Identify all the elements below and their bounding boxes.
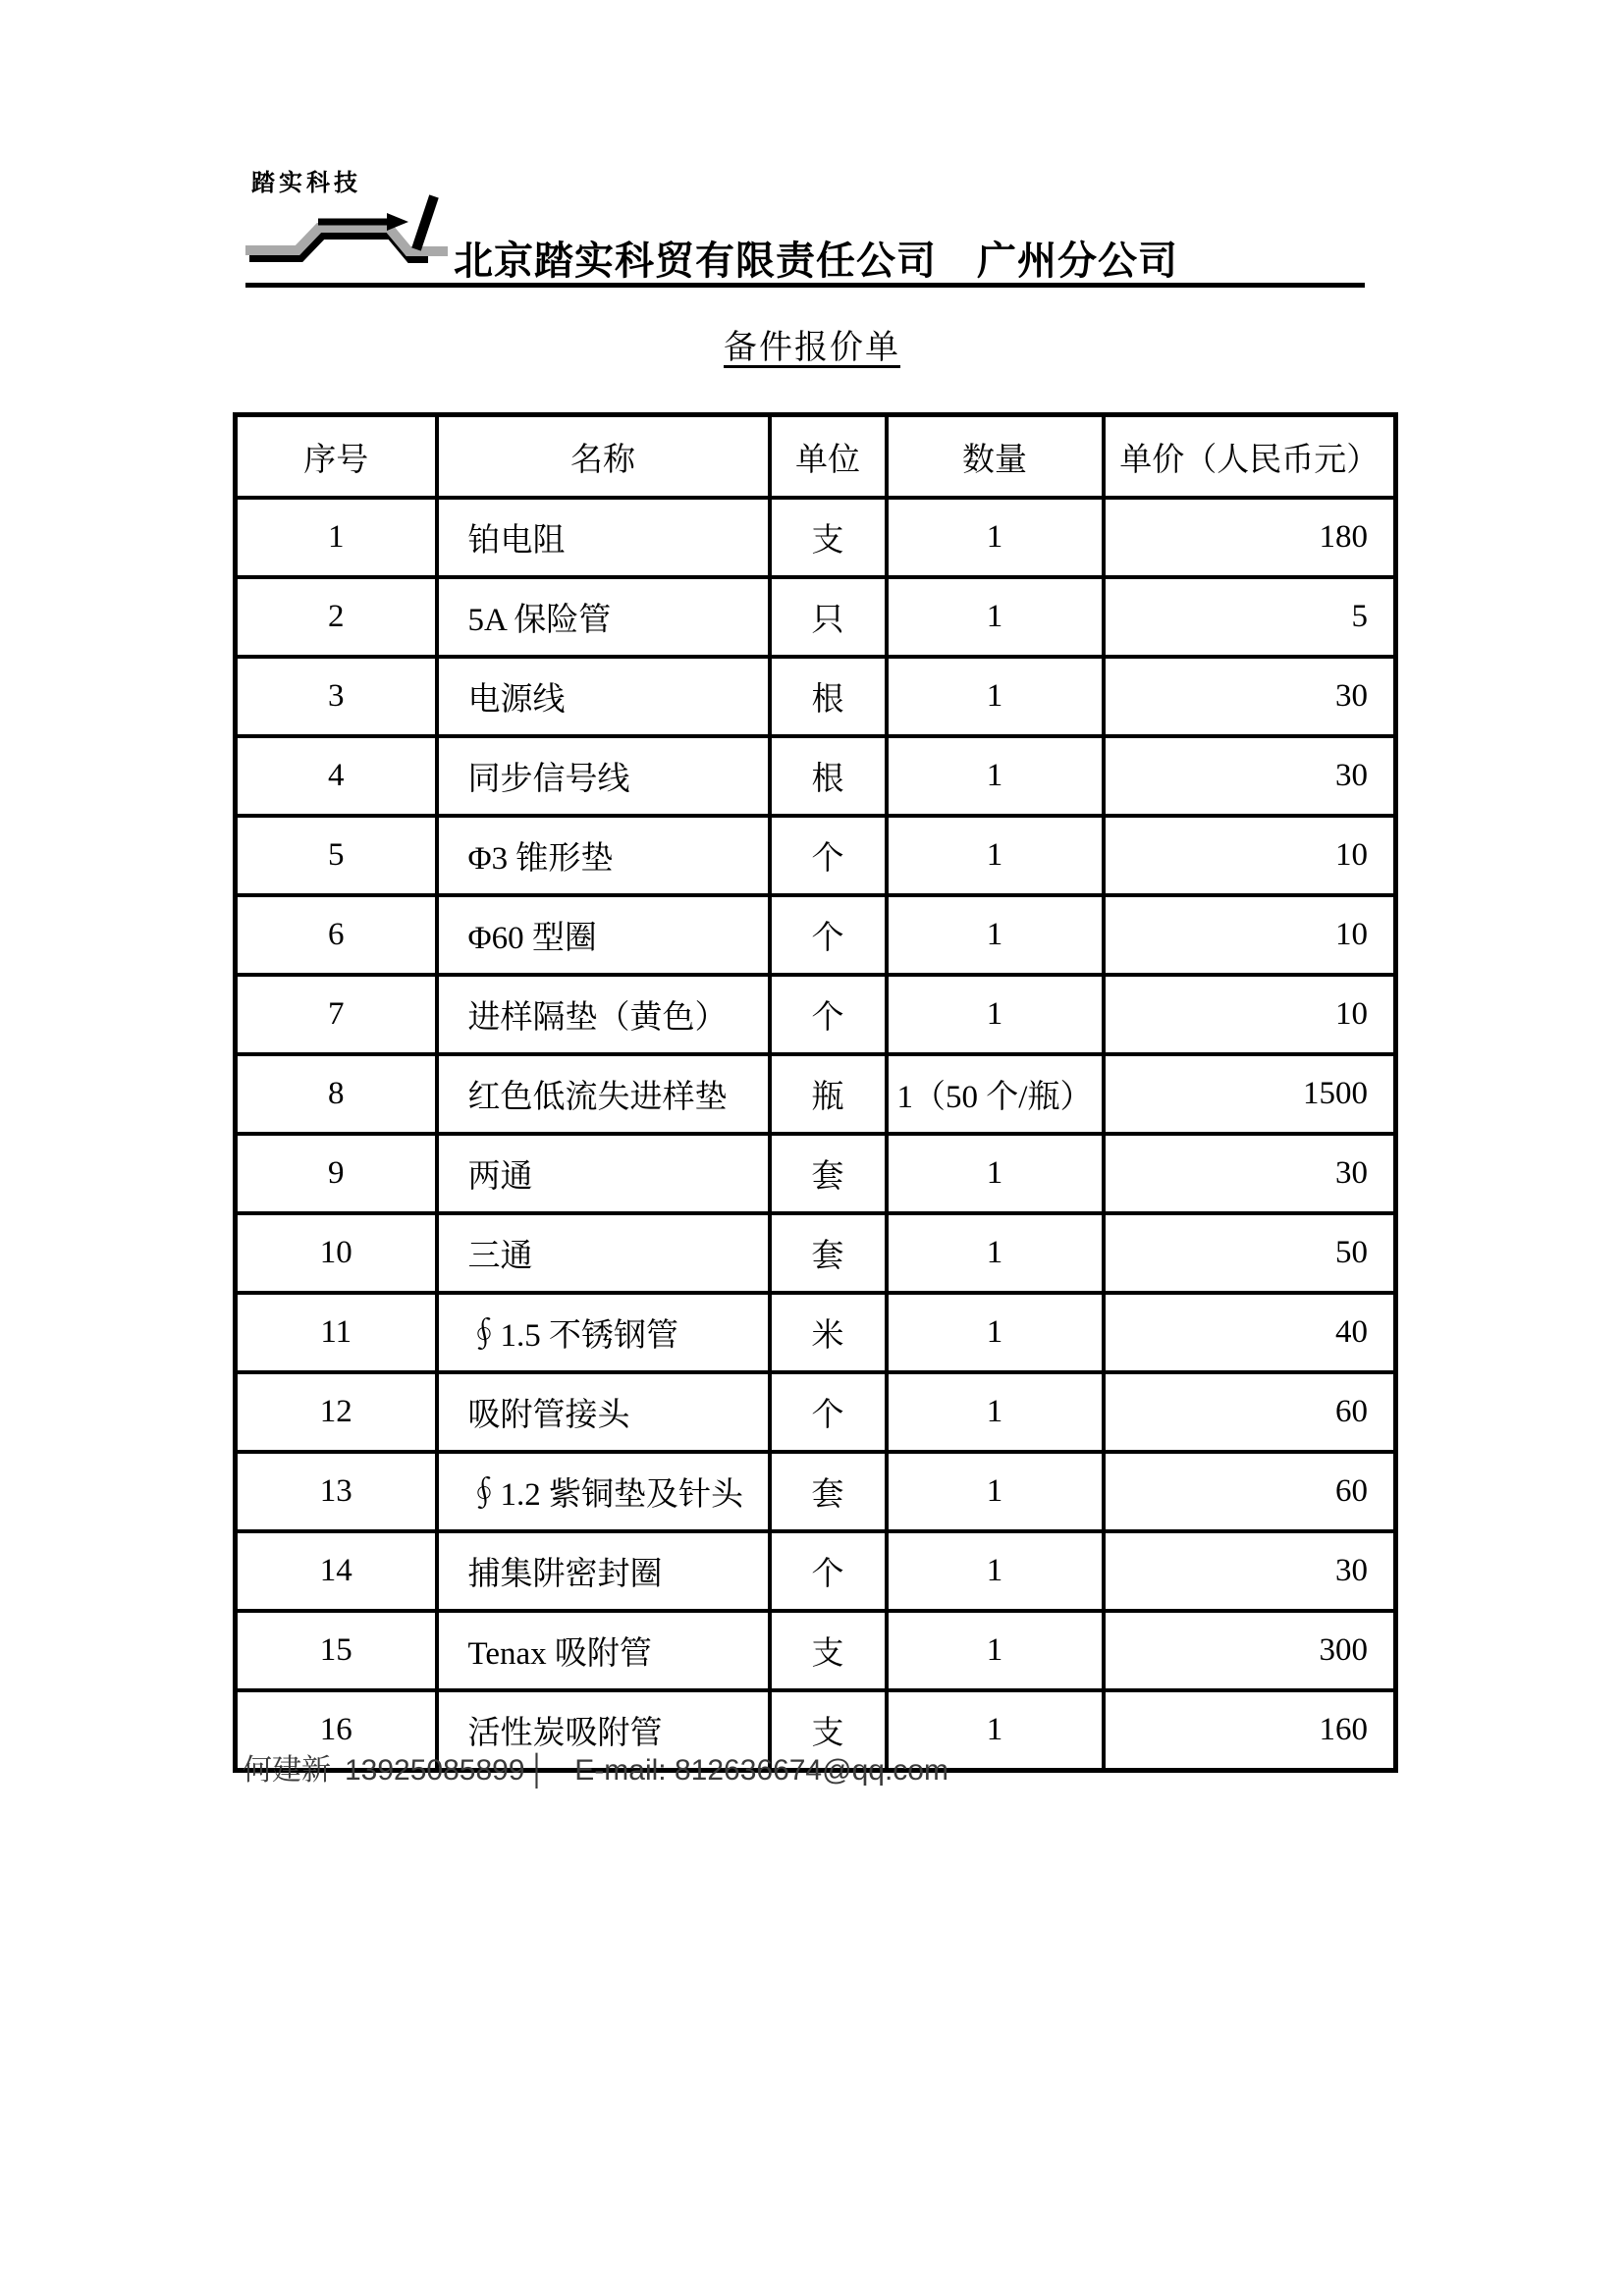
cell-name: 铂电阻 xyxy=(437,498,770,577)
cell-qty: 1 xyxy=(887,975,1104,1054)
cell-qty: 1 xyxy=(887,1611,1104,1690)
header-cell-price: 单价（人民币元） xyxy=(1104,415,1396,499)
cell-qty: 1 xyxy=(887,498,1104,577)
cell-unit: 只 xyxy=(770,577,887,657)
header-cell-name: 名称 xyxy=(437,415,770,499)
table-row xyxy=(236,1452,1396,1531)
cell-name: ∮1.2 紫铜垫及针头 xyxy=(437,1452,770,1531)
contact-email: E-mail: 812636674@qq.com xyxy=(574,1754,948,1787)
cell-index: 2 xyxy=(236,577,437,657)
table-row xyxy=(236,1054,1396,1134)
table-row xyxy=(236,1293,1396,1372)
cell-price: 5 xyxy=(1104,577,1396,657)
cell-price: 50 xyxy=(1104,1213,1396,1293)
cell-name: Tenax 吸附管 xyxy=(437,1611,770,1690)
cell-name: Φ3 锥形垫 xyxy=(437,816,770,895)
cell-index: 3 xyxy=(236,657,437,736)
table-row xyxy=(236,657,1396,736)
cell-index: 13 xyxy=(236,1452,437,1531)
cell-index: 12 xyxy=(236,1372,437,1452)
cell-price: 160 xyxy=(1104,1690,1396,1771)
cell-qty: 1 xyxy=(887,1213,1104,1293)
cell-price: 10 xyxy=(1104,816,1396,895)
cell-name: 红色低流失进样垫 xyxy=(437,1054,770,1134)
cell-qty: 1 xyxy=(887,1293,1104,1372)
cell-unit: 个 xyxy=(770,816,887,895)
cell-qty: 1 xyxy=(887,1134,1104,1213)
table-row xyxy=(236,498,1396,577)
cell-name: 两通 xyxy=(437,1134,770,1213)
quotation-table xyxy=(233,412,1398,1773)
table-row xyxy=(236,1611,1396,1690)
cell-name: 活性炭吸附管 xyxy=(437,1690,770,1771)
cell-index: 9 xyxy=(236,1134,437,1213)
cell-unit: 支 xyxy=(770,498,887,577)
cell-index: 10 xyxy=(236,1213,437,1293)
cell-price: 30 xyxy=(1104,1134,1396,1213)
cell-price: 30 xyxy=(1104,736,1396,816)
cell-index: 14 xyxy=(236,1531,437,1611)
cell-unit: 瓶 xyxy=(770,1054,887,1134)
cell-qty: 1 xyxy=(887,736,1104,816)
logo-icon xyxy=(236,192,461,271)
company-name: 北京踏实科贸有限责任公司 广州分公司 xyxy=(454,239,1178,283)
cell-name: 进样隔垫（黄色） xyxy=(437,975,770,1054)
cell-unit: 个 xyxy=(770,895,887,975)
table-row xyxy=(236,1213,1396,1293)
cell-price: 10 xyxy=(1104,895,1396,975)
cell-unit: 个 xyxy=(770,975,887,1054)
header-cell-index: 序号 xyxy=(236,415,437,499)
cell-qty: 1 xyxy=(887,577,1104,657)
cell-qty: 1 xyxy=(887,895,1104,975)
cell-index: 6 xyxy=(236,895,437,975)
table-row xyxy=(236,975,1396,1054)
header-cell-qty: 数量 xyxy=(887,415,1104,499)
cell-unit: 支 xyxy=(770,1611,887,1690)
cell-qty: 1 xyxy=(887,1690,1104,1771)
document-title: 备件报价单 xyxy=(724,330,900,366)
cell-price: 180 xyxy=(1104,498,1396,577)
cell-name: 同步信号线 xyxy=(437,736,770,816)
cell-unit: 个 xyxy=(770,1531,887,1611)
cell-price: 60 xyxy=(1104,1372,1396,1452)
cell-qty: 1 xyxy=(887,1372,1104,1452)
cell-index: 11 xyxy=(236,1293,437,1372)
cell-price: 60 xyxy=(1104,1452,1396,1531)
cell-name: 吸附管接头 xyxy=(437,1372,770,1452)
cell-index: 16 xyxy=(236,1690,437,1771)
cell-qty: 1 xyxy=(887,816,1104,895)
cell-unit: 套 xyxy=(770,1134,887,1213)
table-row xyxy=(236,895,1396,975)
cell-price: 1500 xyxy=(1104,1054,1396,1134)
table-row xyxy=(236,1134,1396,1213)
table-row xyxy=(236,736,1396,816)
cell-index: 4 xyxy=(236,736,437,816)
contact-name: 何建新 xyxy=(243,1754,331,1787)
cell-index: 15 xyxy=(236,1611,437,1690)
cell-qty: 1 xyxy=(887,1452,1104,1531)
cell-qty: 1 xyxy=(887,1531,1104,1611)
cell-name: 三通 xyxy=(437,1213,770,1293)
cell-index: 1 xyxy=(236,498,437,577)
table-row xyxy=(236,1531,1396,1611)
cell-price: 10 xyxy=(1104,975,1396,1054)
contact-separator: │ xyxy=(528,1754,548,1787)
header-cell-unit: 单位 xyxy=(770,415,887,499)
cell-qty: 1 xyxy=(887,657,1104,736)
cell-qty: 1（50 个/瓶） xyxy=(887,1054,1104,1134)
cell-unit: 支 xyxy=(770,1690,887,1771)
cell-name: ∮1.5 不锈钢管 xyxy=(437,1293,770,1372)
table-header-row xyxy=(236,415,1396,499)
cell-unit: 根 xyxy=(770,657,887,736)
cell-index: 5 xyxy=(236,816,437,895)
cell-price: 300 xyxy=(1104,1611,1396,1690)
cell-name: Φ60 型圈 xyxy=(437,895,770,975)
footer-contact xyxy=(243,1745,948,1789)
cell-unit: 个 xyxy=(770,1372,887,1452)
cell-price: 30 xyxy=(1104,657,1396,736)
cell-name: 5A 保险管 xyxy=(437,577,770,657)
cell-index: 8 xyxy=(236,1054,437,1134)
cell-unit: 套 xyxy=(770,1213,887,1293)
table-row xyxy=(236,577,1396,657)
cell-name: 电源线 xyxy=(437,657,770,736)
cell-name: 捕集阱密封圈 xyxy=(437,1531,770,1611)
table-row xyxy=(236,816,1396,895)
cell-unit: 根 xyxy=(770,736,887,816)
header-rule xyxy=(245,283,1365,288)
table-row xyxy=(236,1372,1396,1452)
cell-index: 7 xyxy=(236,975,437,1054)
cell-price: 40 xyxy=(1104,1293,1396,1372)
cell-unit: 套 xyxy=(770,1452,887,1531)
logo-text: 踏实科技 xyxy=(251,171,361,196)
cell-unit: 米 xyxy=(770,1293,887,1372)
contact-phone: 13925085899 xyxy=(345,1754,525,1787)
cell-price: 30 xyxy=(1104,1531,1396,1611)
